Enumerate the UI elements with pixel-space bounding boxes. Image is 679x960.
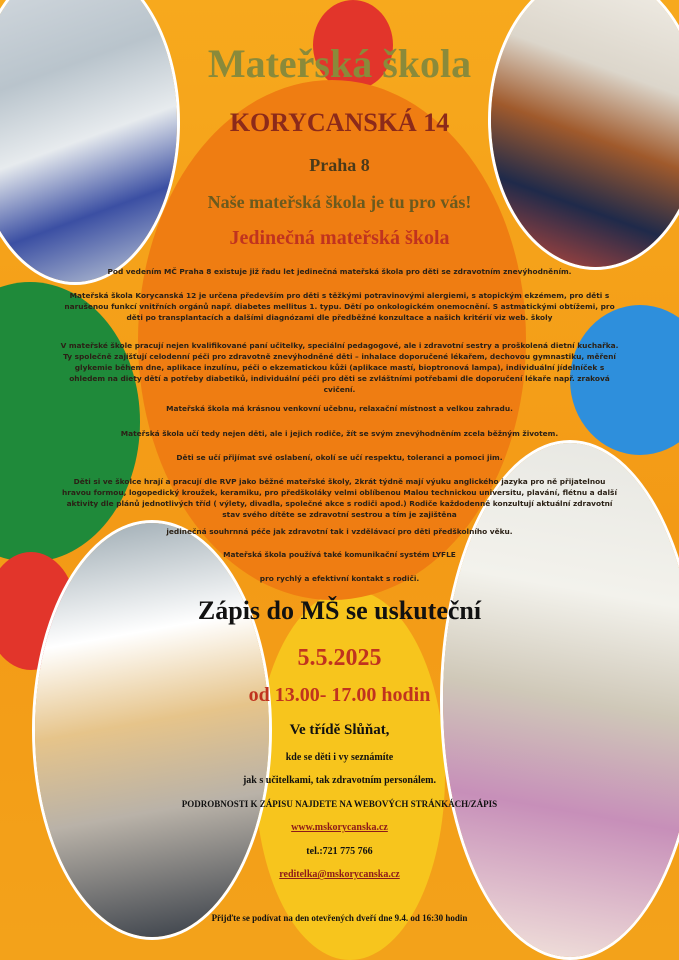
paragraph-intro: Pod vedením MČ Praha 8 existuje již řadu let jedinečná mateřská škola pro děti se zdravotním znevýhodněním. [107, 267, 572, 276]
enrollment-time: od 13.00- 17.00 hodin [248, 684, 431, 706]
tagline: Naše mateřská škola je tu pro vás! [207, 192, 472, 212]
school-address: KORYCANSKÁ 14 [229, 108, 450, 137]
website-link[interactable]: www.mskorycanska.cz [291, 822, 388, 833]
enrollment-line2: jak s učitelkami, tak zdravotním personálem. [242, 775, 437, 786]
email-link[interactable]: reditelka@mskorycanska.cz [279, 869, 400, 880]
enrollment-heading: Zápis do MŠ se uskuteční [197, 596, 482, 625]
unique-heading: Jedinečná mateřská škola [229, 227, 450, 249]
phone-number: tel.:721 775 766 [306, 846, 373, 857]
enrollment-details: PODROBNOSTI K ZÁPISU NAJDETE NA WEBOVÝCH STRÁNKÁCH/ZÁPIS [181, 799, 498, 809]
paragraph-facilities: Mateřská škola má krásnou venkovní učebnu, relaxační místnost a velkou zahradu. [166, 404, 513, 413]
paragraph-acceptance: Děti se učí přijímat své oslabení, okolí se učí respektu, toleranci a pomoci jim. [176, 453, 503, 462]
enrollment-line1: kde se děti i vy seznámíte [285, 752, 394, 763]
paragraph-contact: pro rychlý a efektivní kontakt s rodiči. [259, 574, 420, 583]
paragraph-parents: Mateřská škola učí tedy nejen děti, ale i jejich rodiče, žít se svým znevýhodněním zcela běžným životem. [120, 429, 559, 438]
paragraph-staff: V mateřské škole pracují nejen kvalifikované paní učitelky, speciální pedagogové, ale i zdravotní sestry a proškolená dietní kuchařka. Ty společně zajišťují celodenní péči pro zdravotně znevýhodněné děti – inhalace doporučené lékařem, dechovou gymnastiku, měření glykemie během dne, aplikace inzulínu, péči o ekzematickou kůži (aplikace mastí, bioptronová lampa), individuální jídelníček s ohledem na diety dětí a potřeby diabetiků, individuální péči pro děti se zvláštními potřebami dle doporučení lékaře např. zraková cvičení. [60, 341, 619, 394]
enrollment-place: Ve třídě Slůňat, [289, 722, 390, 738]
paragraph-lyfle: Mateřská škola používá také komunikační systém LYFLE [223, 550, 456, 559]
paragraph-care: jedinečná souhrnná péče jak zdravotní tak i vzdělávací pro děti předškolního věku. [166, 527, 513, 536]
city-label: Praha 8 [309, 155, 370, 175]
school-title: Mateřská škola [207, 41, 472, 86]
open-day-note: Přijďte se podívat na den otevřených dveří dne 9.4. od 16:30 hodin [211, 913, 468, 923]
paragraph-target-group: Mateřská škola Korycanská 12 je určena především pro děti s těžkými potravinovými alergiemi, s atopickým ekzémem, pro děti s narušenou funkcí vnitřních orgánů např. diabetes mellitus 1. typu. Dětí po onkologickém onemocnění. S astmatickými obtížemi, pro děti po transplantacích a dalšími diagnózami dle předběžné konzultace a našich kritérií viz web. školy [64, 291, 615, 322]
paragraph-activities: Děti si ve školce hrají a pracují dle RVP jako běžné mateřské školy, 2krát týdně mají výuku anglického jazyka pro ně přijatelnou hravou formou, logopedický kroužek, keramiku, pro předškoláky velmi oblíbenou Malou technickou universitu, plavání, flétnu a další aktivity dle plánů jednotlivých tříd ( výlety, divadla, společné akce s rodiči apod.) Rodiče každodenně konzultují aktuální zdravotní stav svého dítěte se zdravotní sestrou a tím je zajištěna [62, 477, 617, 519]
enrollment-date: 5.5.2025 [297, 645, 382, 671]
